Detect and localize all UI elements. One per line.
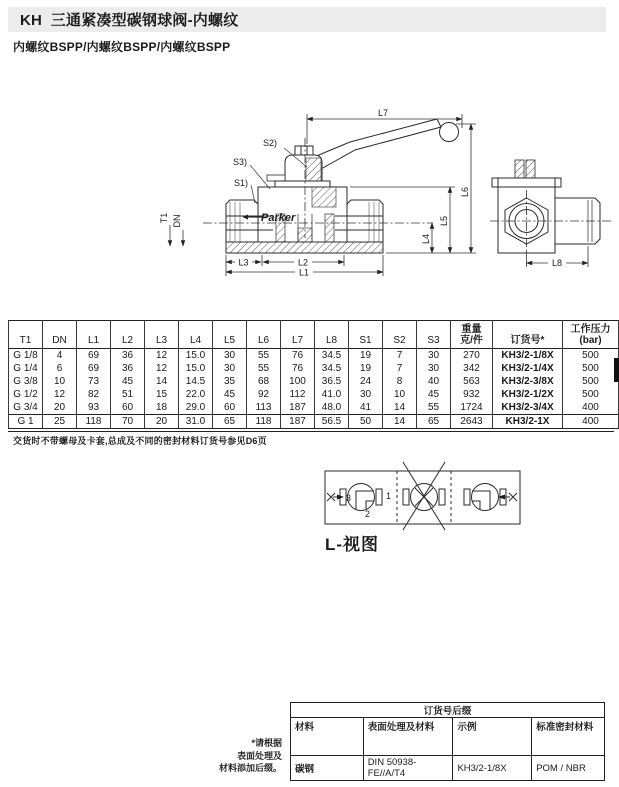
spec-cell: 76	[281, 349, 315, 363]
spec-col-header: L3	[145, 321, 179, 349]
spec-cell: G 1/4	[9, 362, 43, 375]
spec-cell: 29.0	[179, 401, 213, 415]
suffix-note-line: 材料添加后缀。	[218, 763, 282, 773]
suffix-col-seal: 标准密封材料	[532, 718, 605, 756]
spec-cell: 19	[349, 362, 383, 375]
dim-label-l2: L2	[297, 257, 309, 268]
spec-cell: 7	[383, 349, 417, 363]
spec-cell: KH3/2-3/4X	[493, 401, 563, 415]
svg-text:Parker: Parker	[261, 212, 296, 224]
spec-cell: 932	[451, 388, 493, 401]
spec-cell: 55	[247, 349, 281, 363]
spec-cell: 187	[281, 415, 315, 429]
spec-col-header: S3	[417, 321, 451, 349]
dim-label-l6: L6	[460, 186, 470, 198]
spec-cell: 500	[563, 362, 619, 375]
spec-cell: 14	[145, 375, 179, 388]
spec-cell: 187	[281, 401, 315, 415]
spec-cell: 69	[77, 349, 111, 363]
spec-cell: G 1/8	[9, 349, 43, 363]
spec-col-header: L1	[77, 321, 111, 349]
spec-col-header: L6	[247, 321, 281, 349]
spec-cell: 15	[145, 388, 179, 401]
port-number-1: 1	[386, 491, 392, 501]
spec-cell: 1724	[451, 401, 493, 415]
spec-cell: 20	[145, 415, 179, 429]
spec-cell: 60	[111, 401, 145, 415]
spec-cell: KH3/2-1/2X	[493, 388, 563, 401]
spec-cell: 34.5	[315, 349, 349, 363]
spec-cell: G 1	[9, 415, 43, 429]
l-view-port-numbers	[346, 491, 391, 519]
valve-cross-section-drawing	[140, 88, 619, 303]
spec-cell: 69	[77, 362, 111, 375]
spec-cell: 342	[451, 362, 493, 375]
spec-cell: 48.0	[315, 401, 349, 415]
spec-cell: 12	[145, 349, 179, 363]
spec-cell: 14	[383, 415, 417, 429]
spec-cell: 30	[213, 362, 247, 375]
spec-cell: 12	[43, 388, 77, 401]
spec-cell: G 3/8	[9, 375, 43, 388]
callout-s1: S1)	[234, 178, 249, 188]
spec-cell: 60	[213, 401, 247, 415]
dim-label-l8: L8	[551, 258, 563, 268]
spec-cell: 36	[111, 362, 145, 375]
dim-label-dn: DN	[172, 214, 182, 228]
suffix-table-row	[291, 756, 605, 781]
table-underline	[8, 431, 614, 432]
spec-table-body	[9, 349, 619, 429]
spec-cell: 500	[563, 388, 619, 401]
spec-cell: 30	[213, 349, 247, 363]
spec-cell: 41.0	[315, 388, 349, 401]
spec-cell: 82	[77, 388, 111, 401]
handle-lever	[302, 119, 441, 174]
spec-cell: 93	[77, 401, 111, 415]
suffix-cell-surface: DIN 50938-FE//A/T4	[363, 756, 453, 781]
spec-cell: 500	[563, 349, 619, 363]
spec-cell: 563	[451, 375, 493, 388]
spec-cell: 36.5	[315, 375, 349, 388]
spec-cell: 36	[111, 349, 145, 363]
spec-col-header: L8	[315, 321, 349, 349]
delivery-note: 交货时不带螺母及卡套,总成及不同的密封材料订货号参见D6页	[13, 436, 267, 446]
spec-cell: 68	[247, 375, 281, 388]
spec-cell: 50	[349, 415, 383, 429]
spec-cell: 14	[383, 401, 417, 415]
spec-cell: 70	[111, 415, 145, 429]
spec-table-row	[9, 415, 619, 429]
spec-cell: 6	[43, 362, 77, 375]
spec-cell: 18	[145, 401, 179, 415]
spec-cell: 2643	[451, 415, 493, 429]
spec-cell: 15.0	[179, 349, 213, 363]
spec-col-header: S2	[383, 321, 417, 349]
spec-table-head-row	[9, 321, 619, 349]
spec-cell: 500	[563, 375, 619, 388]
spec-cell: KH3/2-3/8X	[493, 375, 563, 388]
dim-label-l5: L5	[439, 215, 449, 227]
flow-symbol-2	[403, 462, 445, 530]
spec-cell: 24	[349, 375, 383, 388]
spec-cell: 34.5	[315, 362, 349, 375]
page-title: KH 三通紧凑型碳钢球阀-内螺纹	[20, 12, 239, 29]
suffix-col-surface: 表面处理及材料	[363, 718, 453, 756]
title-bar	[8, 7, 606, 32]
spec-cell: 40	[417, 375, 451, 388]
spec-table-row	[9, 388, 619, 401]
spec-cell: 30	[349, 388, 383, 401]
spec-col-header: L5	[213, 321, 247, 349]
spec-col-header: L4	[179, 321, 213, 349]
spec-cell: 45	[417, 388, 451, 401]
spec-cell: 4	[43, 349, 77, 363]
spec-col-header: L2	[111, 321, 145, 349]
spec-cell: 31.0	[179, 415, 213, 429]
spec-cell: G 1/2	[9, 388, 43, 401]
order-suffix-table	[290, 702, 605, 781]
spec-cell: 20	[43, 401, 77, 415]
spec-cell: 73	[77, 375, 111, 388]
spec-cell: 14.5	[179, 375, 213, 388]
spec-cell: 7	[383, 362, 417, 375]
dim-label-l1: L1	[298, 267, 310, 278]
spec-cell: 270	[451, 349, 493, 363]
page-edge-tab	[614, 358, 619, 382]
callout-s3: S3)	[233, 157, 248, 167]
side-stem	[515, 160, 524, 178]
spec-cell: 118	[247, 415, 281, 429]
handle-ball	[440, 123, 459, 142]
spec-cell: 92	[247, 388, 281, 401]
spec-cell: G 3/4	[9, 401, 43, 415]
spec-col-header: T1	[9, 321, 43, 349]
suffix-cell-seal: POM / NBR	[532, 756, 605, 781]
port-number-3: 3	[346, 493, 352, 503]
dim-label-t1: T1	[159, 212, 169, 224]
spec-cell: 41	[349, 401, 383, 415]
side-top-plate	[492, 178, 561, 187]
spec-cell: 8	[383, 375, 417, 388]
spec-cell: 112	[281, 388, 315, 401]
spec-cell: 30	[417, 362, 451, 375]
spec-table-row	[9, 401, 619, 415]
port-number-2: 2	[365, 509, 371, 519]
suffix-table-title: 订货号后缀	[291, 703, 605, 718]
right-port	[347, 200, 383, 247]
spec-cell: KH3/2-1/4X	[493, 362, 563, 375]
suffix-col-material: 材料	[291, 718, 364, 756]
spec-table-row	[9, 362, 619, 375]
side-view	[490, 160, 612, 253]
suffix-cell-example: KH3/2-1/8X	[453, 756, 532, 781]
stem-nut	[295, 146, 313, 155]
spec-cell: 55	[417, 401, 451, 415]
spec-cell: 45	[213, 388, 247, 401]
spec-col-header: S1	[349, 321, 383, 349]
specifications-table	[8, 320, 619, 429]
spec-cell: 25	[43, 415, 77, 429]
spec-cell: KH3/2-1X	[493, 415, 563, 429]
suffix-cell-material: 碳钢	[291, 756, 364, 781]
spec-cell: 100	[281, 375, 315, 388]
spec-table-row	[9, 375, 619, 388]
spec-col-header-order: 订货号*	[493, 321, 563, 349]
spec-col-header: L7	[281, 321, 315, 349]
spec-cell: 118	[77, 415, 111, 429]
spec-col-header: DN	[43, 321, 77, 349]
spec-cell: 22.0	[179, 388, 213, 401]
spec-cell: 12	[145, 362, 179, 375]
spec-cell: 10	[383, 388, 417, 401]
spec-cell: 56.5	[315, 415, 349, 429]
suffix-note-line: 表面处理及	[236, 750, 282, 761]
spec-cell: KH3/2-1/8X	[493, 349, 563, 363]
spec-cell: 55	[247, 362, 281, 375]
stem-flange	[275, 181, 330, 187]
spec-cell: 19	[349, 349, 383, 363]
ball-seat-right	[325, 214, 334, 242]
l-view-diagram	[322, 455, 527, 540]
spec-cell: 113	[247, 401, 281, 415]
suffix-col-example: 示例	[453, 718, 532, 756]
l-view-caption: L-视图	[325, 535, 380, 554]
spec-cell: 45	[111, 375, 145, 388]
left-port	[226, 200, 258, 247]
spec-cell: 35	[213, 375, 247, 388]
spec-table-row	[9, 349, 619, 363]
dim-label-l4: L4	[421, 233, 431, 245]
page-subtitle: 内螺纹BSPP/内螺纹BSPP/内螺纹BSPP	[13, 40, 231, 54]
spec-cell: 400	[563, 415, 619, 429]
dim-label-l7: L7	[377, 108, 389, 118]
spec-cell: 400	[563, 401, 619, 415]
spec-cell: 15.0	[179, 362, 213, 375]
suffix-note-line: *请根据	[251, 738, 282, 748]
spec-cell: 65	[213, 415, 247, 429]
spec-cell: 51	[111, 388, 145, 401]
spec-cell: 10	[43, 375, 77, 388]
dim-label-l3: L3	[238, 257, 249, 268]
spec-cell: 65	[417, 415, 451, 429]
spec-cell: 30	[417, 349, 451, 363]
callout-s2: S2)	[263, 138, 278, 148]
spec-cell: 76	[281, 362, 315, 375]
spec-col-header-pressure: 工作压力 (bar)	[563, 321, 619, 349]
spec-col-header-weight: 重量 克/件	[451, 321, 493, 349]
suffix-note	[182, 737, 282, 775]
